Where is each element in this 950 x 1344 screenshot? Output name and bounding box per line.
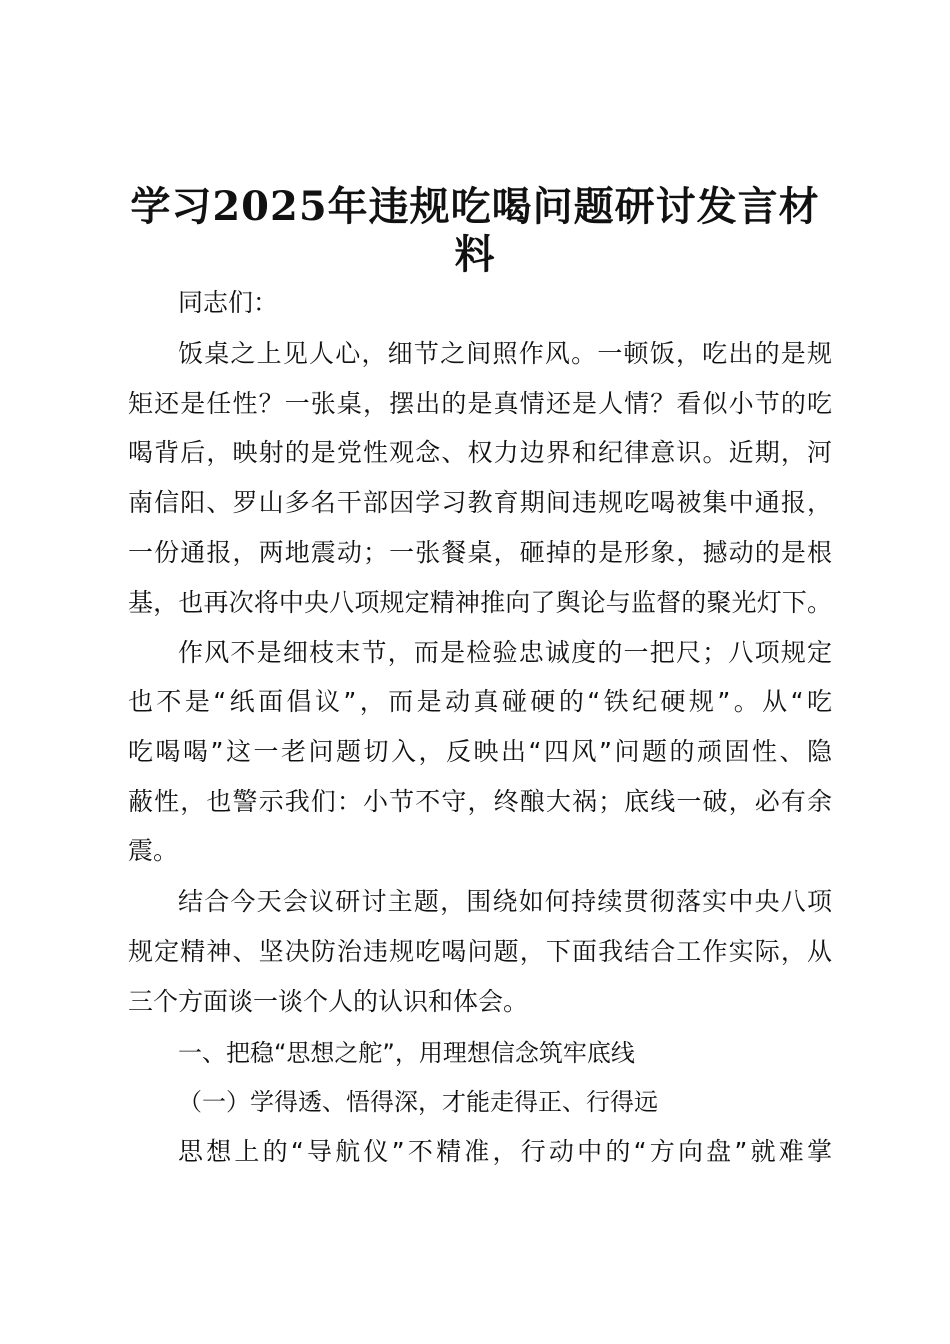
paragraph-1-line-1: 饭桌之上见人心，细节之间照作风。一顿饭，吃出的是规 (178, 339, 832, 368)
paragraph-2-line-4: 蔽性，也警示我们：小节不守，终酿大祸；底线一破，必有余 (128, 787, 832, 816)
paragraph-1-line-4: 南信阳、罗山多名干部因学习教育期间违规吃喝被集中通报， (128, 488, 832, 517)
paragraph-1-line-3: 喝背后，映射的是党性观念、权力边界和纪律意识。近期，河 (128, 438, 832, 467)
subsection-heading: （一）学得透、悟得深，才能走得正、行得远 (178, 1088, 658, 1116)
paragraph-2-line-2: 也不是“纸面倡议”，而是动真碰硬的“铁纪硬规”。从“吃 (128, 687, 832, 716)
paragraph-4-line-1: 思想上的“导航仪”不精准，行动中的“方向盘”就难掌 (178, 1137, 832, 1166)
section-heading: 一、把稳“思想之舵”，用理想信念筑牢底线 (178, 1039, 635, 1067)
salutation: 同志们： (178, 288, 279, 317)
paragraph-2-line-1: 作风不是细枝末节，而是检验忠诚度的一把尺；八项规定 (178, 638, 832, 667)
paragraph-2-line-5: 震。 (128, 836, 179, 865)
paragraph-3-line-3: 三个方面谈一谈个人的认识和体会。 (128, 987, 529, 1016)
document-title-line-2: 料 (454, 231, 496, 278)
paragraph-3-line-2: 规定精神、坚决防治违规吃喝问题，下面我结合工作实际，从 (128, 937, 832, 966)
document-title-line-1: 学习2025年违规吃喝问题研讨发言材 (130, 183, 820, 230)
paragraph-1-line-6: 基，也再次将中央八项规定精神推向了舆论与监督的聚光灯下。 (128, 588, 832, 617)
paragraph-2-line-3: 吃喝喝”这一老问题切入，反映出“四风”问题的顽固性、隐 (128, 737, 832, 766)
paragraph-1-line-5: 一份通报，两地震动；一张餐桌，砸掉的是形象，撼动的是根 (128, 538, 832, 567)
paragraph-1-line-2: 矩还是任性？一张桌，摆出的是真情还是人情？看似小节的吃 (128, 389, 832, 418)
paragraph-3-line-1: 结合今天会议研讨主题，围绕如何持续贯彻落实中央八项 (178, 887, 832, 916)
